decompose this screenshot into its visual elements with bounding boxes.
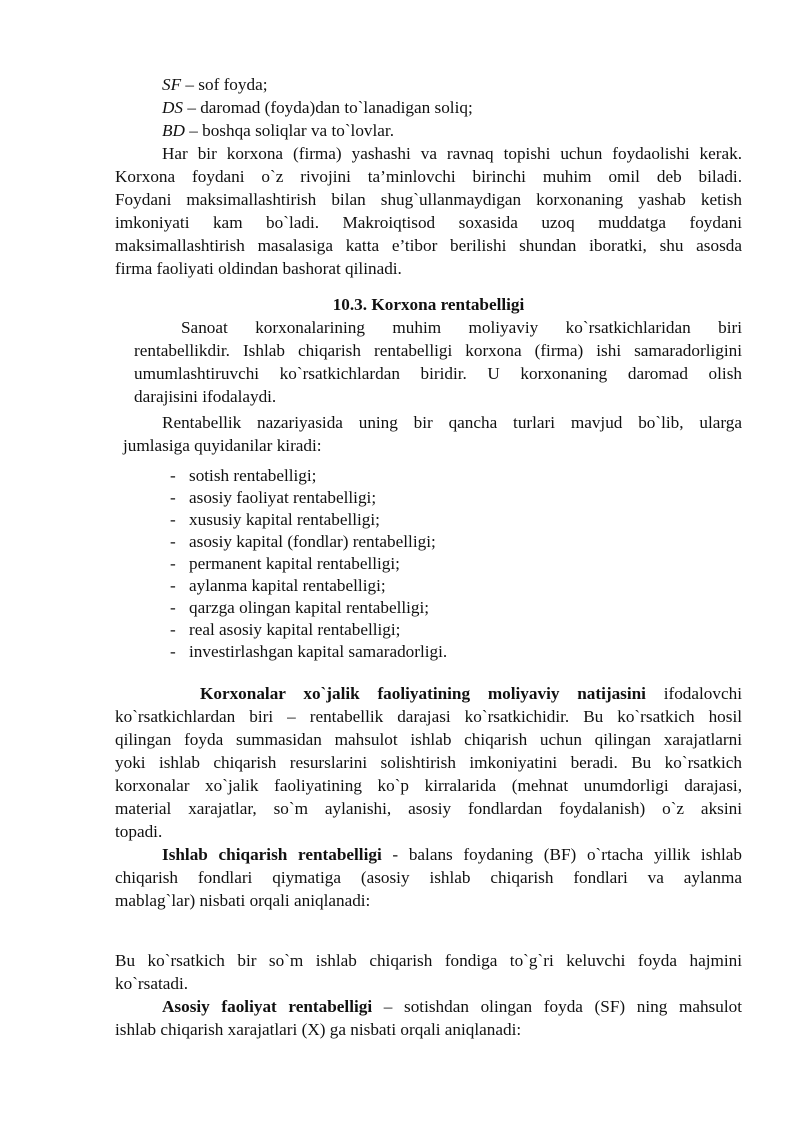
paragraph-line: Rentabellik nazariyasida uning bir qancha turlari mavjud bo`lib, ularga — [162, 413, 742, 432]
paragraph-line: chiqarish fondlari qiymatiga (asosiy ishlab chiqarish fondlari va aylanma — [115, 868, 742, 887]
definition-text: – daromad (foyda)dan to`lanadigan soliq; — [183, 98, 473, 117]
paragraph-line: ko`rsatkichlardan biri – rentabellik darajasi ko`rsatkichidir. Bu ko`rsatkich hosil — [115, 707, 742, 726]
list-item-text: qarzga olingan kapital rentabelligi; — [189, 598, 430, 617]
paragraph-line: material xarajatlar, so`m aylanishi, asosiy fondlardan foydalanish) o`z aksini — [115, 799, 742, 818]
paragraph-line — [162, 844, 742, 866]
bold-phrase: Korxonalar xo`jalik faoliyatining moliyaviy natijasini — [200, 684, 646, 703]
paragraph-line — [200, 683, 742, 705]
term-sf: SF — [162, 75, 182, 94]
definition-text: – sof foyda; — [181, 75, 268, 94]
list-item-text: asosiy faoliyat rentabelligi; — [189, 488, 377, 507]
list-item: - — [170, 576, 176, 595]
paragraph-line: imkoniyati kam bo`ladi. Makroiqtisod soxasida uzoq muddatga foydani — [115, 213, 742, 232]
list-item-text: sotish rentabelligi; — [189, 466, 317, 485]
paragraph-line: Korxona foydani o`z rivojini ta’minlovchi birinchi muhim omil deb biladi. — [115, 167, 742, 186]
paragraph-line: korxonalar xo`jalik faoliyatining ko`p kirralarida (mehnat unumdorligi darajasi, — [115, 776, 742, 795]
list-item: - — [170, 466, 176, 485]
bold-phrase: Ishlab chiqarish rentabelligi — [162, 845, 382, 864]
paragraph-line: firma faoliyati oldindan bashorat qilinadi. — [115, 259, 402, 278]
list-item: - — [170, 510, 176, 529]
paragraph-line: Har bir korxona (firma) yashashi va ravnaq topishi uchun foydaolishi kerak. — [162, 144, 742, 163]
paragraph-line: maksimallashtirish masalasiga katta e’tibor berilishi shundan iboratki, shu asosda — [115, 236, 742, 255]
paragraph-line — [162, 996, 742, 1018]
paragraph-line: mablag`lar) nisbati orqali aniqlanadi: — [115, 891, 371, 910]
section-title-text: 10.3. Korxona rentabelligi — [332, 295, 525, 314]
term-bd: BD — [162, 121, 185, 140]
list-item: - — [170, 532, 176, 551]
bold-phrase: Asosiy faoliyat rentabelligi — [162, 997, 373, 1016]
paragraph-line: umumlashtiruvchi ko`rsatkichlardan biridir. U korxonaning daromad olish — [134, 364, 742, 383]
paragraph-line: Foydani maksimallashtirish bilan shug`ullanmaydigan korxonaning yashab ketish — [115, 190, 742, 209]
paragraph-line: yoki ishlab chiqarish resurslarini solishtirish imkoniyatini beradi. Bu ko`rsatkich — [115, 753, 742, 772]
paragraph-line: ishlab chiqarish xarajatlari (X) ga nisbati orqali aniqlanadi: — [115, 1020, 522, 1039]
term-ds: DS — [162, 98, 184, 117]
list-item-text: xususiy kapital rentabelligi; — [189, 510, 380, 529]
paragraph-line: rentabellikdir. Ishlab chiqarish rentabelligi korxona (firma) ishi samaradorligini — [134, 341, 742, 360]
definition-text: – boshqa soliqlar va to`lovlar. — [184, 121, 394, 140]
list-item: - — [170, 642, 176, 661]
paragraph-line: jumlasiga quyidanilar kiradi: — [123, 436, 322, 455]
paragraph-line: qilingan foyda summasidan mahsulot ishlab chiqarish uchun qilingan xarajatlarni — [115, 730, 742, 749]
paragraph-text: - balans foydaning (BF) o`rtacha yillik ishlab — [381, 845, 742, 864]
list-item: - — [170, 488, 176, 507]
definition-ds — [162, 97, 473, 119]
paragraph-line: Sanoat korxonalarining muhim moliyaviy ko`rsatkichlaridan biri — [181, 318, 742, 337]
list-item: - — [170, 554, 176, 573]
paragraph-line: Bu ko`rsatkich bir so`m ishlab chiqarish fondiga to`g`ri keluvchi foyda hajmini — [115, 951, 742, 970]
paragraph-line: darajisini ifodalaydi. — [134, 387, 277, 406]
section-title — [115, 294, 742, 316]
list-item-text: aylanma kapital rentabelligi; — [189, 576, 386, 595]
definition-bd — [162, 120, 394, 142]
paragraph-line: topadi. — [115, 822, 163, 841]
paragraph-text: ifodalovchi — [645, 684, 742, 703]
paragraph-text: – sotishdan olingan foyda (SF) ning mahsulot — [372, 997, 742, 1016]
list-item-text: permanent kapital rentabelligi; — [189, 554, 400, 573]
list-item-text: asosiy kapital (fondlar) rentabelligi; — [189, 532, 436, 551]
list-item-text: real asosiy kapital rentabelligi; — [189, 620, 401, 639]
paragraph-line: ko`rsatadi. — [115, 974, 189, 993]
list-item: - — [170, 598, 176, 617]
definition-sf — [162, 74, 268, 96]
list-item-text: investirlashgan kapital samaradorligi. — [189, 642, 448, 661]
list-item: - — [170, 620, 176, 639]
